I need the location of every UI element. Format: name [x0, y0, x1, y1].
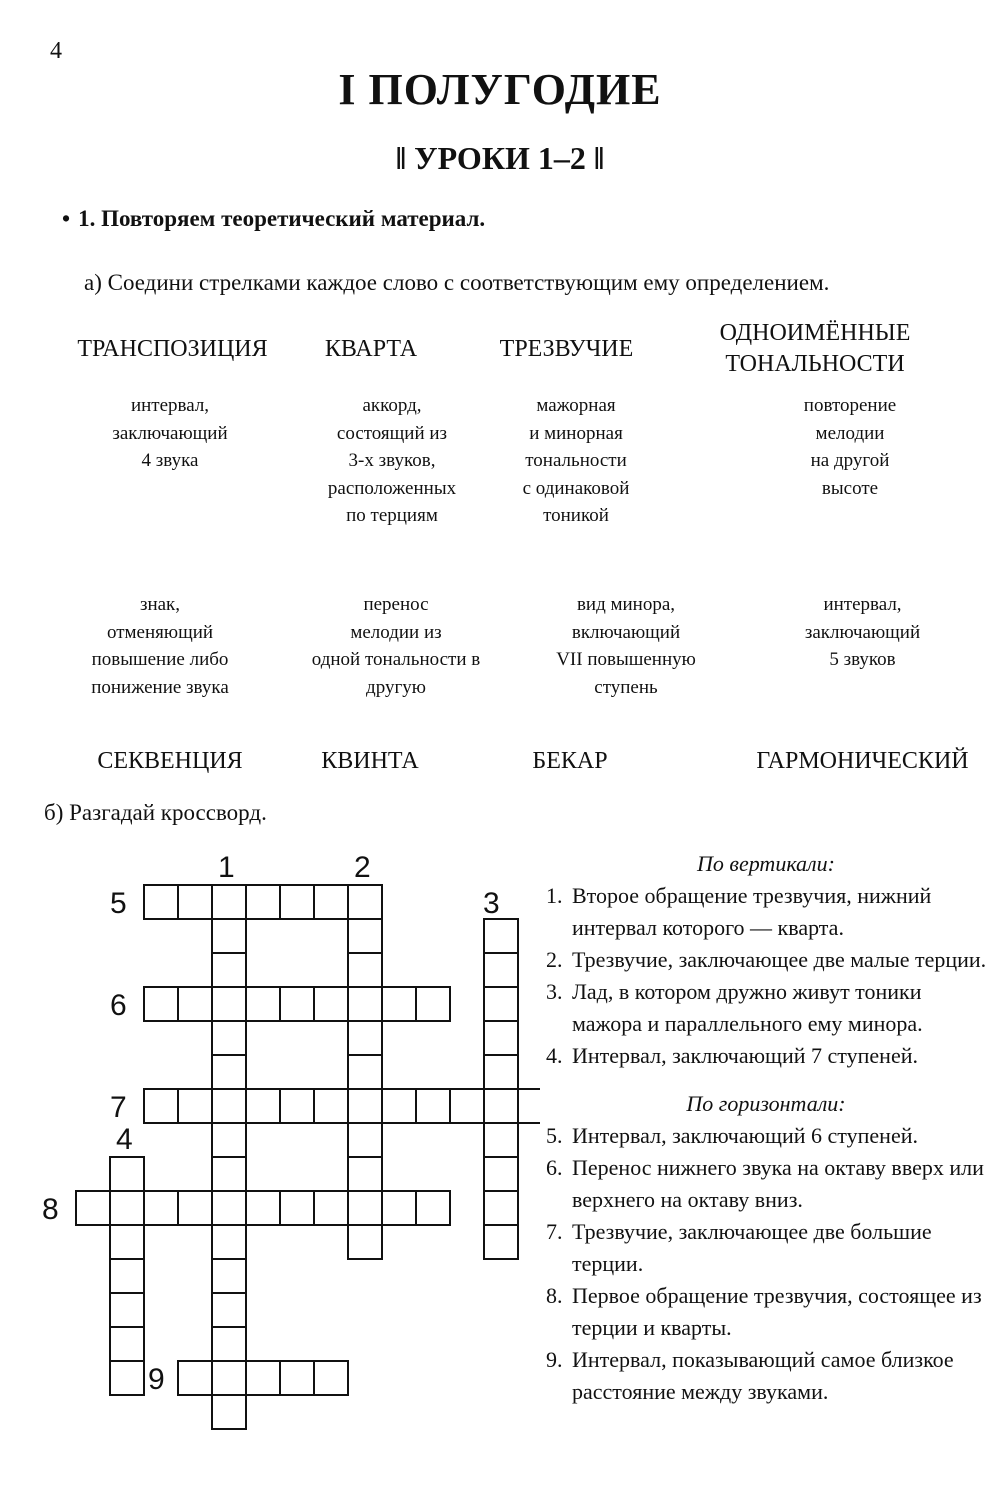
- definition-line: интервал,: [823, 594, 902, 615]
- crossword-cell[interactable]: [348, 1123, 382, 1157]
- definition-line: включающий: [571, 621, 681, 643]
- crossword-cell[interactable]: [144, 987, 178, 1021]
- crossword-cell[interactable]: [212, 953, 246, 987]
- bullet-icon: •: [62, 206, 71, 231]
- crossword-cell[interactable]: [348, 953, 382, 987]
- crossword-cell[interactable]: [246, 1089, 280, 1123]
- term-bottom-1: СЕКВЕНЦИЯ: [97, 748, 243, 774]
- definition-1-2: [292, 392, 492, 530]
- definition-line: VII повышенную: [556, 649, 696, 670]
- crossword-cell[interactable]: [144, 1191, 178, 1225]
- lesson-subtitle: ‖ УРОКИ 1–2 ‖: [395, 140, 605, 176]
- term-bottom-3: БЕКАР: [532, 748, 608, 774]
- crossword-cell[interactable]: [484, 1225, 518, 1259]
- crossword-number-6: 6: [110, 989, 127, 1022]
- crossword-cell[interactable]: [280, 987, 314, 1021]
- term-bottom-4: ГАРМОНИЧЕСКИЙ: [756, 748, 969, 774]
- definition-line: высоте: [821, 477, 879, 499]
- crossword-cell[interactable]: [212, 919, 246, 953]
- crossword-cell[interactable]: [212, 1157, 246, 1191]
- vertical-clues: [546, 880, 996, 1072]
- instruction-b: б) Разгадай кроссворд.: [44, 800, 267, 825]
- definition-2-4: [775, 591, 950, 674]
- crossword-cell[interactable]: [484, 987, 518, 1021]
- definition-line: вид минора,: [576, 594, 676, 615]
- crossword-cell[interactable]: [110, 1259, 144, 1293]
- crossword-cell[interactable]: [484, 1055, 518, 1089]
- crossword-cell[interactable]: [110, 1361, 144, 1395]
- definition-line: одной тональности в: [311, 649, 481, 670]
- vertical-heading: По вертикали:: [697, 851, 835, 876]
- task-heading-text: 1. Повторяем теоретический материал.: [78, 206, 486, 231]
- clue-3: 3. Лад, в котором дружно живут тоники мажора и параллельного ему минора.: [546, 979, 923, 1036]
- crossword-number-7: 7: [110, 1091, 127, 1124]
- term-top-2: КВАРТА: [324, 336, 418, 362]
- crossword-cell[interactable]: [280, 1191, 314, 1225]
- crossword-cell[interactable]: [212, 1395, 246, 1429]
- crossword-cell[interactable]: [110, 1191, 144, 1225]
- crossword-cell[interactable]: [212, 1361, 246, 1395]
- crossword-cell[interactable]: [178, 1191, 212, 1225]
- crossword-cell[interactable]: [314, 1089, 348, 1123]
- crossword-cell[interactable]: [212, 1259, 246, 1293]
- crossword-cell[interactable]: [518, 1089, 540, 1123]
- definition-line: отменяющий: [106, 621, 214, 643]
- definition-line: мажорная: [536, 395, 616, 416]
- crossword-cell[interactable]: [280, 1361, 314, 1395]
- crossword-cell[interactable]: [348, 1055, 382, 1089]
- crossword-cell[interactable]: [382, 1191, 416, 1225]
- clue-6: 6. Перенос нижнего звука на октаву вверх или верхнего на октаву вниз.: [546, 1155, 984, 1212]
- crossword-cell[interactable]: [280, 885, 314, 919]
- definition-line: 5 звуков: [829, 649, 896, 670]
- definition-line: заключающий: [804, 621, 921, 643]
- definition-line: 4 звука: [141, 450, 199, 471]
- definition-line: знак,: [139, 594, 181, 615]
- definition-line: повторение: [803, 395, 897, 416]
- crossword-cell[interactable]: [484, 1191, 518, 1225]
- crossword-cell[interactable]: [416, 987, 450, 1021]
- definition-line: на другой: [810, 450, 890, 471]
- crossword-cell[interactable]: [280, 1089, 314, 1123]
- page-number: 4: [50, 38, 62, 64]
- definition-line: заключающий: [112, 422, 228, 444]
- definition-2-1: [60, 591, 260, 701]
- task-heading: [62, 206, 485, 232]
- crossword-cell[interactable]: [348, 1225, 382, 1259]
- crossword-number-8: 8: [42, 1193, 59, 1226]
- crossword-cell[interactable]: [348, 885, 382, 919]
- crossword-cell[interactable]: [178, 987, 212, 1021]
- definition-1-4: [765, 392, 935, 502]
- term-top-3: ТРЕЗВУЧИЕ: [499, 336, 634, 362]
- crossword-cell[interactable]: [178, 885, 212, 919]
- instruction-a: а) Соедини стрелками каждое слово с соответствующим ему определением.: [84, 270, 830, 295]
- definition-line: состоящий из: [336, 422, 448, 444]
- crossword-cell[interactable]: [246, 885, 280, 919]
- clue-7: 7. Трезвучие, заключающее две большие терции.: [546, 1219, 932, 1276]
- crossword-cell[interactable]: [382, 987, 416, 1021]
- crossword-cell[interactable]: [314, 1361, 348, 1395]
- definition-line: мелодии из: [350, 621, 442, 643]
- horizontal-heading: По горизонтали:: [686, 1091, 846, 1116]
- crossword-cell[interactable]: [110, 1225, 144, 1259]
- term-top-1: ТРАНСПОЗИЦИЯ: [77, 336, 268, 362]
- definition-line: мелодии: [815, 422, 885, 444]
- crossword-number-5: 5: [110, 887, 127, 920]
- crossword-cell[interactable]: [110, 1327, 144, 1361]
- term-top-4: ОДНОИМЁННЫЕ ТОНАЛЬНОСТИ: [719, 320, 911, 377]
- definition-line: интервал,: [130, 395, 210, 416]
- clue-4: 4. Интервал, заключающий 7 ступеней.: [546, 1043, 918, 1068]
- definition-line: по терциям: [346, 505, 438, 526]
- term-bottom-2: КВИНТА: [321, 748, 419, 774]
- crossword-cell[interactable]: [484, 1123, 518, 1157]
- crossword-cell[interactable]: [416, 1089, 450, 1123]
- crossword-cell[interactable]: [484, 1021, 518, 1055]
- crossword-cell[interactable]: [178, 1089, 212, 1123]
- crossword-cell[interactable]: [110, 1157, 144, 1191]
- crossword-cell[interactable]: [484, 1089, 518, 1123]
- crossword-cell[interactable]: [450, 1089, 484, 1123]
- crossword-cell[interactable]: [144, 885, 178, 919]
- crossword-number-2: 2: [354, 851, 371, 884]
- crossword-cell[interactable]: [212, 987, 246, 1021]
- crossword-cell[interactable]: [212, 885, 246, 919]
- definition-line: ступень: [594, 676, 658, 698]
- definition-line: перенос: [363, 594, 429, 615]
- crossword-cell[interactable]: [484, 1157, 518, 1191]
- definition-line: тональности: [525, 450, 627, 471]
- crossword-cell[interactable]: [348, 987, 382, 1021]
- definition-line: другую: [366, 676, 426, 698]
- definition-line: и минорная: [529, 422, 623, 444]
- crossword-cell[interactable]: [314, 987, 348, 1021]
- crossword-cell[interactable]: [314, 1191, 348, 1225]
- crossword-number-3: 3: [483, 887, 500, 920]
- crossword-cell[interactable]: [246, 1191, 280, 1225]
- crossword-cell[interactable]: [212, 1191, 246, 1225]
- clue-5: 5. Интервал, заключающий 6 ступеней.: [546, 1123, 918, 1148]
- crossword-cell[interactable]: [110, 1293, 144, 1327]
- crossword-cell[interactable]: [484, 953, 518, 987]
- definition-line: 3-х звуков,: [348, 450, 436, 471]
- definition-1-1: [80, 392, 260, 475]
- definition-1-3: [496, 392, 656, 530]
- crossword-number-9: 9: [148, 1363, 165, 1396]
- crossword-cell[interactable]: [212, 1327, 246, 1361]
- clue-8: 8. Первое обращение трезвучия, состоящее из терции и кварты.: [546, 1283, 982, 1340]
- crossword-cell[interactable]: [314, 885, 348, 919]
- crossword-cell[interactable]: [348, 1089, 382, 1123]
- page-title: I ПОЛУГОДИЕ: [338, 65, 662, 114]
- crossword-cell[interactable]: [348, 919, 382, 953]
- clues-panel: [546, 848, 996, 1408]
- crossword-number-1: 1: [218, 851, 235, 884]
- crossword-cell[interactable]: [416, 1191, 450, 1225]
- definition-line: с одинаковой: [522, 477, 630, 499]
- crossword-cell[interactable]: [212, 1089, 246, 1123]
- crossword-cell[interactable]: [246, 987, 280, 1021]
- crossword-cell[interactable]: [212, 1293, 246, 1327]
- crossword-cell[interactable]: [178, 1361, 212, 1395]
- crossword-cell[interactable]: [348, 1191, 382, 1225]
- crossword-cell[interactable]: [212, 1021, 246, 1055]
- clue-1: 1. Второе обращение трезвучия, нижний интервал которого — кварта.: [546, 883, 932, 940]
- crossword-cell[interactable]: [212, 1123, 246, 1157]
- crossword-cell[interactable]: [76, 1191, 110, 1225]
- definition-line: расположенных: [327, 477, 457, 499]
- crossword-cell[interactable]: [144, 1089, 178, 1123]
- crossword-cell[interactable]: [382, 1089, 416, 1123]
- clue-2: 2. Трезвучие, заключающее две малые терции.: [546, 947, 987, 972]
- crossword-cell[interactable]: [484, 919, 518, 953]
- crossword-cell[interactable]: [246, 1361, 280, 1395]
- crossword-cell[interactable]: [212, 1055, 246, 1089]
- definition-line: понижение звука: [91, 676, 229, 698]
- crossword-cell[interactable]: [212, 1225, 246, 1259]
- horizontal-clues: [546, 1120, 996, 1408]
- crossword-cell[interactable]: [348, 1021, 382, 1055]
- crossword-cell[interactable]: [348, 1157, 382, 1191]
- definition-2-2: [286, 591, 506, 701]
- definition-line: аккорд,: [362, 395, 422, 416]
- definition-line: повышение либо: [91, 649, 229, 670]
- definition-line: тоникой: [543, 505, 609, 526]
- clue-9: 9. Интервал, показывающий самое близкое расстояние между звуками.: [546, 1347, 954, 1404]
- crossword-grid: [0, 840, 540, 1450]
- definition-2-3: [526, 591, 726, 701]
- crossword-number-4: 4: [116, 1123, 133, 1156]
